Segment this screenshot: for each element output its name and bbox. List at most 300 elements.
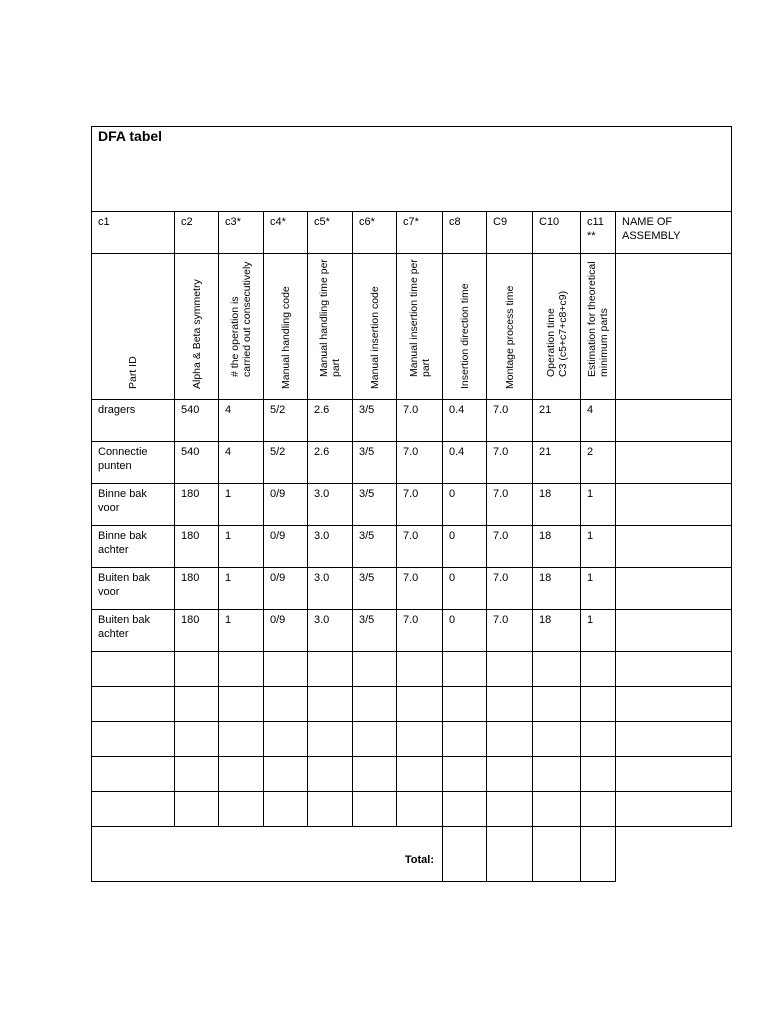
code-header-label: c5* bbox=[314, 216, 330, 228]
empty-cell bbox=[443, 792, 487, 827]
table-row bbox=[92, 526, 732, 568]
title-cell bbox=[92, 127, 732, 212]
column-description-cell bbox=[308, 254, 353, 400]
table-cell bbox=[308, 568, 353, 610]
table-cell bbox=[616, 526, 732, 568]
column-description-box bbox=[308, 254, 352, 399]
column-description-line: # the operation is bbox=[229, 296, 241, 377]
cell-value: 4 bbox=[225, 404, 232, 416]
cell-value: 180 bbox=[181, 530, 200, 542]
table-cell bbox=[616, 568, 732, 610]
empty-cell bbox=[308, 722, 353, 757]
code-header-cell bbox=[487, 212, 533, 254]
column-description-line: Manual insertion time per bbox=[407, 259, 420, 377]
empty-cell bbox=[581, 722, 616, 757]
column-description-line: Manual handling time per bbox=[318, 259, 330, 377]
code-header-label: c6* bbox=[359, 216, 375, 228]
cell-value: 1 bbox=[225, 488, 232, 500]
column-description bbox=[127, 356, 139, 389]
empty-cell bbox=[308, 792, 353, 827]
empty-cell bbox=[487, 687, 533, 722]
column-description-box bbox=[581, 254, 615, 399]
table-cell bbox=[264, 568, 308, 610]
table-cell bbox=[397, 526, 443, 568]
table-cell bbox=[175, 484, 219, 526]
total-empty-cell bbox=[616, 827, 732, 882]
code-header-cell bbox=[264, 212, 308, 254]
table-cell bbox=[175, 610, 219, 652]
table-cell bbox=[487, 484, 533, 526]
total-label-cell bbox=[92, 827, 443, 882]
empty-cell bbox=[92, 757, 175, 792]
code-header-row bbox=[92, 212, 732, 254]
total-value-cell bbox=[487, 827, 533, 882]
cell-value bbox=[616, 610, 731, 613]
column-description-line: Manual insertion code bbox=[368, 286, 381, 389]
empty-cell bbox=[353, 652, 397, 687]
column-description bbox=[229, 261, 253, 377]
empty-cell bbox=[616, 652, 732, 687]
empty-cell bbox=[92, 722, 175, 757]
table-cell bbox=[443, 568, 487, 610]
cell-value: 1 bbox=[587, 572, 594, 584]
column-description-cell bbox=[443, 254, 487, 400]
cell-value: 3.0 bbox=[314, 488, 330, 500]
empty-cell bbox=[175, 652, 219, 687]
empty-cell bbox=[397, 687, 443, 722]
table-cell bbox=[616, 484, 732, 526]
cell-value: 4 bbox=[587, 404, 594, 416]
column-description-line: Part ID bbox=[127, 356, 139, 389]
empty-cell bbox=[353, 722, 397, 757]
code-header-label: C9 bbox=[493, 216, 508, 228]
table-cell bbox=[353, 568, 397, 610]
cell-value: 5/2 bbox=[270, 404, 286, 416]
column-description-box bbox=[616, 254, 731, 399]
empty-cell bbox=[264, 792, 308, 827]
cell-value: 540 bbox=[181, 446, 200, 458]
empty-cell bbox=[264, 687, 308, 722]
empty-cell bbox=[219, 652, 264, 687]
cell-value: Connectie punten bbox=[98, 446, 148, 472]
empty-cell bbox=[487, 757, 533, 792]
cell-value bbox=[616, 484, 731, 487]
cell-value: Buiten bak voor bbox=[98, 572, 150, 598]
cell-value: 7.0 bbox=[493, 446, 509, 458]
table-cell bbox=[219, 400, 264, 442]
empty-table-row bbox=[92, 757, 732, 792]
empty-cell bbox=[397, 722, 443, 757]
cell-value: 7.0 bbox=[493, 404, 509, 416]
table-cell bbox=[219, 526, 264, 568]
table-cell bbox=[397, 442, 443, 484]
code-header-cell bbox=[308, 212, 353, 254]
column-description bbox=[408, 259, 432, 377]
table-cell bbox=[353, 484, 397, 526]
table-title: DFA tabel bbox=[98, 128, 163, 144]
column-description-cell bbox=[219, 254, 264, 400]
empty-cell bbox=[487, 652, 533, 687]
column-description-cell bbox=[175, 254, 219, 400]
column-description-box bbox=[487, 254, 532, 399]
cell-value: 180 bbox=[181, 572, 200, 584]
empty-cell bbox=[616, 687, 732, 722]
table-cell bbox=[581, 400, 616, 442]
empty-cell bbox=[616, 722, 732, 757]
cell-value: 1 bbox=[225, 614, 232, 626]
empty-cell bbox=[533, 652, 581, 687]
table-cell bbox=[533, 400, 581, 442]
empty-cell bbox=[581, 687, 616, 722]
empty-cell bbox=[264, 652, 308, 687]
part-id-cell bbox=[92, 526, 175, 568]
empty-cell bbox=[219, 687, 264, 722]
cell-value bbox=[616, 442, 731, 445]
column-description-cell bbox=[487, 254, 533, 400]
cell-value: 7.0 bbox=[493, 614, 509, 626]
empty-cell bbox=[92, 792, 175, 827]
table-cell bbox=[308, 400, 353, 442]
cell-value: 180 bbox=[181, 488, 200, 500]
table-cell bbox=[175, 568, 219, 610]
table-cell bbox=[581, 526, 616, 568]
column-description-cell bbox=[616, 254, 732, 400]
column-description-cell bbox=[92, 254, 175, 400]
column-description-row bbox=[92, 254, 732, 400]
table-cell bbox=[443, 400, 487, 442]
table-cell bbox=[581, 568, 616, 610]
empty-cell bbox=[264, 722, 308, 757]
empty-cell bbox=[264, 757, 308, 792]
cell-value: 2.6 bbox=[314, 404, 330, 416]
cell-value: 0 bbox=[449, 488, 456, 500]
cell-value: 7.0 bbox=[403, 488, 419, 500]
table-cell bbox=[308, 610, 353, 652]
column-description-line: minimum parts bbox=[598, 308, 610, 377]
table-cell bbox=[397, 568, 443, 610]
column-description-cell bbox=[581, 254, 616, 400]
table-cell bbox=[308, 442, 353, 484]
total-value-cell bbox=[581, 827, 616, 882]
table-cell bbox=[264, 400, 308, 442]
code-header-label: c1 bbox=[98, 216, 110, 228]
cell-value bbox=[616, 400, 731, 403]
empty-cell bbox=[219, 792, 264, 827]
empty-table-row bbox=[92, 792, 732, 827]
cell-value: 0/9 bbox=[270, 614, 286, 626]
total-label-box bbox=[92, 827, 442, 881]
table-cell bbox=[175, 526, 219, 568]
total-value-cell bbox=[533, 827, 581, 882]
part-id-cell bbox=[92, 610, 175, 652]
column-description-line: Estimation for theoretical bbox=[586, 261, 598, 377]
table-cell bbox=[616, 610, 732, 652]
cell-value: 1 bbox=[587, 530, 594, 542]
code-header-label: c8 bbox=[449, 216, 461, 228]
table-row bbox=[92, 484, 732, 526]
cell-value bbox=[616, 568, 731, 571]
cell-value: 1 bbox=[225, 572, 232, 584]
cell-value: 21 bbox=[539, 404, 552, 416]
empty-cell bbox=[92, 652, 175, 687]
table-cell bbox=[264, 442, 308, 484]
empty-cell bbox=[581, 652, 616, 687]
empty-cell bbox=[443, 687, 487, 722]
cell-value: Binne bak achter bbox=[98, 530, 147, 556]
code-header-label: C10 bbox=[539, 216, 560, 228]
code-header-cell bbox=[581, 212, 616, 254]
column-description-cell bbox=[353, 254, 397, 400]
cell-value: 180 bbox=[181, 614, 200, 626]
code-header-label: c7* bbox=[403, 216, 419, 228]
column-description-line: Alpha & Beta symmetry bbox=[190, 279, 203, 389]
table-cell bbox=[443, 610, 487, 652]
table-cell bbox=[533, 568, 581, 610]
code-header-label: c3* bbox=[225, 216, 241, 228]
table-cell bbox=[353, 526, 397, 568]
column-description bbox=[191, 279, 203, 389]
table-row bbox=[92, 610, 732, 652]
cell-value: 3.0 bbox=[314, 572, 330, 584]
table-cell bbox=[533, 610, 581, 652]
column-description bbox=[318, 259, 342, 377]
empty-cell bbox=[533, 792, 581, 827]
part-id-cell bbox=[92, 484, 175, 526]
column-description bbox=[504, 286, 516, 389]
table-cell bbox=[487, 568, 533, 610]
cell-value: 7.0 bbox=[403, 446, 419, 458]
table-cell bbox=[219, 568, 264, 610]
part-id-cell bbox=[92, 442, 175, 484]
table-cell bbox=[616, 442, 732, 484]
empty-cell bbox=[219, 757, 264, 792]
cell-value: 0.4 bbox=[449, 404, 465, 416]
table-cell bbox=[353, 442, 397, 484]
empty-cell bbox=[533, 722, 581, 757]
table-cell bbox=[264, 526, 308, 568]
cell-value: 1 bbox=[587, 488, 594, 500]
cell-value: 5/2 bbox=[270, 446, 286, 458]
part-id-cell bbox=[92, 568, 175, 610]
cell-value: 3/5 bbox=[359, 404, 375, 416]
code-header-label: c4* bbox=[270, 216, 286, 228]
column-description bbox=[586, 261, 610, 377]
empty-cell bbox=[397, 757, 443, 792]
table-row bbox=[92, 442, 732, 484]
cell-value: 3/5 bbox=[359, 446, 375, 458]
cell-value: 18 bbox=[539, 614, 552, 626]
column-description bbox=[369, 286, 381, 389]
table-cell bbox=[308, 526, 353, 568]
column-description-box bbox=[353, 254, 396, 399]
empty-cell bbox=[533, 687, 581, 722]
part-id-cell bbox=[92, 400, 175, 442]
cell-value: 18 bbox=[539, 488, 552, 500]
cell-value: 7.0 bbox=[403, 404, 419, 416]
cell-value: 7.0 bbox=[403, 572, 419, 584]
cell-value: 540 bbox=[181, 404, 200, 416]
empty-cell bbox=[443, 722, 487, 757]
cell-value: 18 bbox=[539, 572, 552, 584]
empty-cell bbox=[175, 757, 219, 792]
empty-table-row bbox=[92, 722, 732, 757]
table-cell bbox=[443, 442, 487, 484]
empty-cell bbox=[533, 757, 581, 792]
column-description-line: carried out consecutively bbox=[241, 261, 253, 377]
column-description-cell bbox=[533, 254, 581, 400]
column-description-box bbox=[92, 254, 174, 399]
table-cell bbox=[581, 442, 616, 484]
table-cell bbox=[487, 400, 533, 442]
table-cell bbox=[308, 484, 353, 526]
empty-cell bbox=[175, 722, 219, 757]
column-description-line: Insertion direction time bbox=[458, 283, 471, 389]
table-cell bbox=[397, 484, 443, 526]
table-cell bbox=[581, 610, 616, 652]
dfa-table bbox=[91, 126, 732, 882]
empty-cell bbox=[219, 722, 264, 757]
cell-value: 7.0 bbox=[493, 488, 509, 500]
cell-value: 4 bbox=[225, 446, 232, 458]
column-description-line: part bbox=[330, 358, 342, 377]
cell-value bbox=[616, 526, 731, 529]
cell-value: 7.0 bbox=[493, 530, 509, 542]
cell-value: 0 bbox=[449, 614, 456, 626]
code-header-cell bbox=[353, 212, 397, 254]
code-header-label: NAME OF ASSEMBLY bbox=[622, 216, 681, 242]
code-header-cell bbox=[533, 212, 581, 254]
empty-cell bbox=[487, 792, 533, 827]
table-cell bbox=[581, 484, 616, 526]
column-description-box bbox=[264, 254, 307, 399]
code-header-label: c2 bbox=[181, 216, 193, 228]
table-cell bbox=[533, 484, 581, 526]
empty-cell bbox=[397, 792, 443, 827]
cell-value: 1 bbox=[587, 614, 594, 626]
cell-value: 18 bbox=[539, 530, 552, 542]
cell-value: 3/5 bbox=[359, 572, 375, 584]
cell-value: 0/9 bbox=[270, 488, 286, 500]
cell-value: 21 bbox=[539, 446, 552, 458]
table-cell bbox=[353, 610, 397, 652]
table-cell bbox=[533, 526, 581, 568]
table-cell bbox=[487, 442, 533, 484]
table-cell bbox=[175, 442, 219, 484]
column-description-line: Operation time bbox=[544, 308, 557, 377]
empty-cell bbox=[353, 792, 397, 827]
table-cell bbox=[264, 484, 308, 526]
cell-value: 3.0 bbox=[314, 614, 330, 626]
column-description bbox=[280, 286, 292, 389]
empty-cell bbox=[487, 722, 533, 757]
cell-value: Buiten bak achter bbox=[98, 614, 150, 640]
table-cell bbox=[533, 442, 581, 484]
cell-value: 0 bbox=[449, 572, 456, 584]
cell-value: 0.4 bbox=[449, 446, 465, 458]
empty-cell bbox=[308, 687, 353, 722]
cell-value: 7.0 bbox=[493, 572, 509, 584]
cell-value: 0/9 bbox=[270, 572, 286, 584]
cell-value: 2.6 bbox=[314, 446, 330, 458]
empty-cell bbox=[616, 792, 732, 827]
code-header-cell bbox=[219, 212, 264, 254]
column-description-box bbox=[533, 254, 580, 399]
column-description-box bbox=[397, 254, 442, 399]
code-header-cell bbox=[175, 212, 219, 254]
empty-table-row bbox=[92, 652, 732, 687]
table-row bbox=[92, 400, 732, 442]
empty-cell bbox=[581, 757, 616, 792]
cell-value: 0 bbox=[449, 530, 456, 542]
table-cell bbox=[219, 442, 264, 484]
cell-value: dragers bbox=[98, 404, 136, 416]
column-description-cell bbox=[397, 254, 443, 400]
column-description-box bbox=[219, 254, 263, 399]
cell-value: 2 bbox=[587, 446, 594, 458]
empty-cell bbox=[616, 757, 732, 792]
table-cell bbox=[443, 526, 487, 568]
table-cell bbox=[487, 610, 533, 652]
cell-value: 0/9 bbox=[270, 530, 286, 542]
empty-table-row bbox=[92, 687, 732, 722]
column-description-cell bbox=[264, 254, 308, 400]
code-header-label: c11 ** bbox=[587, 216, 604, 242]
table-cell bbox=[219, 484, 264, 526]
column-description-line: C3 (c5+c7+c8+c9) bbox=[556, 290, 569, 377]
total-row bbox=[92, 827, 732, 882]
table-cell bbox=[353, 400, 397, 442]
column-description-line: part bbox=[419, 358, 432, 377]
cell-value: 3.0 bbox=[314, 530, 330, 542]
empty-cell bbox=[175, 792, 219, 827]
table-cell bbox=[219, 610, 264, 652]
table-cell bbox=[616, 400, 732, 442]
column-description-line: Montage process time bbox=[503, 285, 516, 389]
table-cell bbox=[397, 400, 443, 442]
code-header-cell bbox=[397, 212, 443, 254]
empty-cell bbox=[308, 652, 353, 687]
code-header-cell bbox=[616, 212, 732, 254]
empty-cell bbox=[353, 757, 397, 792]
empty-cell bbox=[353, 687, 397, 722]
empty-cell bbox=[443, 757, 487, 792]
cell-value: Binne bak voor bbox=[98, 488, 147, 514]
cell-value: 3/5 bbox=[359, 614, 375, 626]
column-description-box bbox=[443, 254, 486, 399]
table-cell bbox=[443, 484, 487, 526]
table-cell bbox=[175, 400, 219, 442]
empty-cell bbox=[175, 687, 219, 722]
cell-value: 3/5 bbox=[359, 488, 375, 500]
empty-cell bbox=[92, 687, 175, 722]
empty-cell bbox=[443, 652, 487, 687]
title-row bbox=[92, 127, 732, 212]
cell-value: 1 bbox=[225, 530, 232, 542]
column-description-box bbox=[175, 254, 218, 399]
table-cell bbox=[487, 526, 533, 568]
cell-value: 3/5 bbox=[359, 530, 375, 542]
column-description bbox=[545, 291, 569, 377]
empty-cell bbox=[397, 652, 443, 687]
cell-value: 7.0 bbox=[403, 614, 419, 626]
empty-cell bbox=[308, 757, 353, 792]
table-row bbox=[92, 568, 732, 610]
table-cell bbox=[264, 610, 308, 652]
empty-cell bbox=[581, 792, 616, 827]
total-value-cell bbox=[443, 827, 487, 882]
column-description bbox=[459, 283, 471, 389]
column-description-line: Manual handling code bbox=[279, 286, 292, 389]
